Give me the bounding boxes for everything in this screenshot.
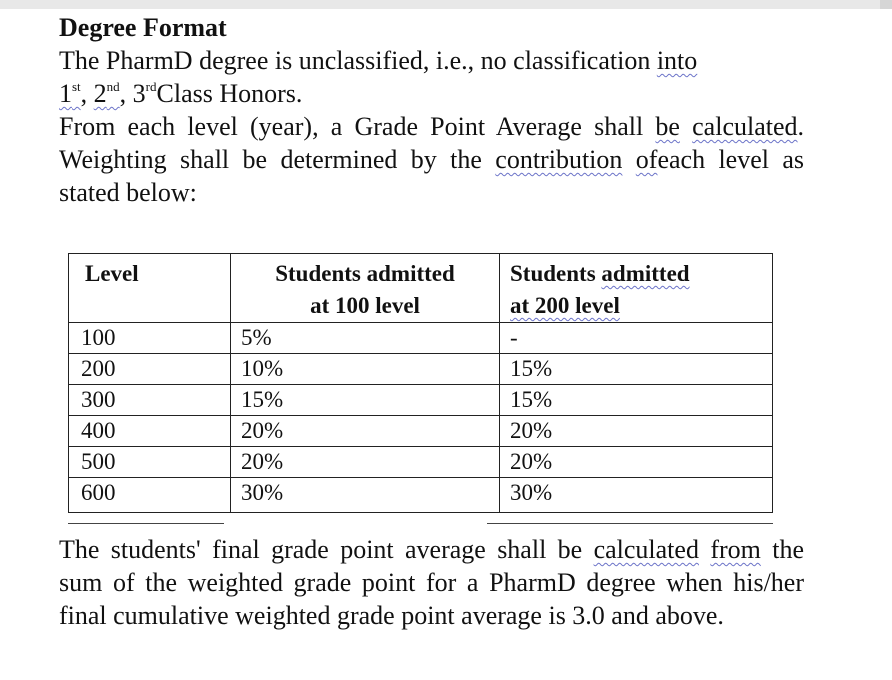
weighting-text-2: . Weighting shall be determined by the <box>59 112 805 174</box>
table-row <box>69 478 773 513</box>
cell-at-200: - <box>500 323 773 354</box>
table-row <box>69 385 773 416</box>
intro-word-into: into <box>656 46 698 75</box>
table-row <box>69 416 773 447</box>
cell-at-100: 10% <box>231 354 500 385</box>
cell-level: 600 <box>69 478 231 513</box>
weighting-table-container <box>68 253 774 513</box>
weighting-word-contribution: contribution <box>495 145 623 174</box>
cell-level: 100 <box>69 323 231 354</box>
weighting-table <box>68 253 773 513</box>
cell-at-100: 20% <box>231 416 500 447</box>
section-heading: Degree Format <box>59 13 227 42</box>
table-row <box>69 447 773 478</box>
header-at-200: Students admitted at 200 level <box>500 254 773 323</box>
weighting-text-3: each level as stated below: <box>59 145 805 207</box>
table-underline-left <box>68 523 224 524</box>
cell-level: 300 <box>69 385 231 416</box>
table-row <box>69 323 773 354</box>
window-top-strip <box>0 0 892 9</box>
header-at-100: Students admitted at 100 level <box>231 254 500 323</box>
cell-at-100: 5% <box>231 323 500 354</box>
weighting-word-be: be <box>655 112 680 141</box>
weighting-word-calculated: calculated <box>692 112 798 141</box>
intro-text: The PharmD degree is unclassified, i.e., no classification <box>59 46 657 75</box>
weighting-paragraph <box>59 110 804 209</box>
intro-class-honors: Class Honors. <box>156 79 303 108</box>
cell-at-100: 20% <box>231 447 500 478</box>
weighting-word-of: of <box>635 145 658 174</box>
cell-level: 500 <box>69 447 231 478</box>
cell-at-200: 20% <box>500 447 773 478</box>
cell-at-100: 15% <box>231 385 500 416</box>
table-underline-right <box>487 523 773 524</box>
conclusion-word-calculated: calculated <box>593 535 699 564</box>
cell-at-200: 15% <box>500 385 773 416</box>
ordinal-second: 2nd <box>93 79 120 108</box>
cell-level: 400 <box>69 416 231 447</box>
weighting-text-1: From each level (year), a Grade Point Average shall <box>59 112 656 141</box>
window-top-strip-end <box>880 0 892 9</box>
conclusion-text-1: The students' final grade point average shall be <box>59 535 594 564</box>
table-row <box>69 354 773 385</box>
cell-at-200: 20% <box>500 416 773 447</box>
conclusion-text-2: the sum of the weighted grade point for a PharmD degree when his/her final cumulative weighted grade point average is 3.0 and above. <box>59 535 805 630</box>
document-body <box>59 12 819 209</box>
conclusion-paragraph <box>59 533 804 632</box>
ordinal-first: 1st <box>59 79 81 108</box>
cell-at-200: 15% <box>500 354 773 385</box>
conclusion-word-from: from <box>710 535 761 564</box>
intro-paragraph: The PharmD degree is unclassified, i.e., no classification into 1st, 2nd, 3rdClass Honors. <box>59 46 698 108</box>
cell-at-100: 30% <box>231 478 500 513</box>
header-level: Level <box>69 254 231 323</box>
cell-level: 200 <box>69 354 231 385</box>
cell-at-200: 30% <box>500 478 773 513</box>
ordinal-third: 3rd <box>132 79 157 108</box>
table-header-row <box>69 254 773 323</box>
